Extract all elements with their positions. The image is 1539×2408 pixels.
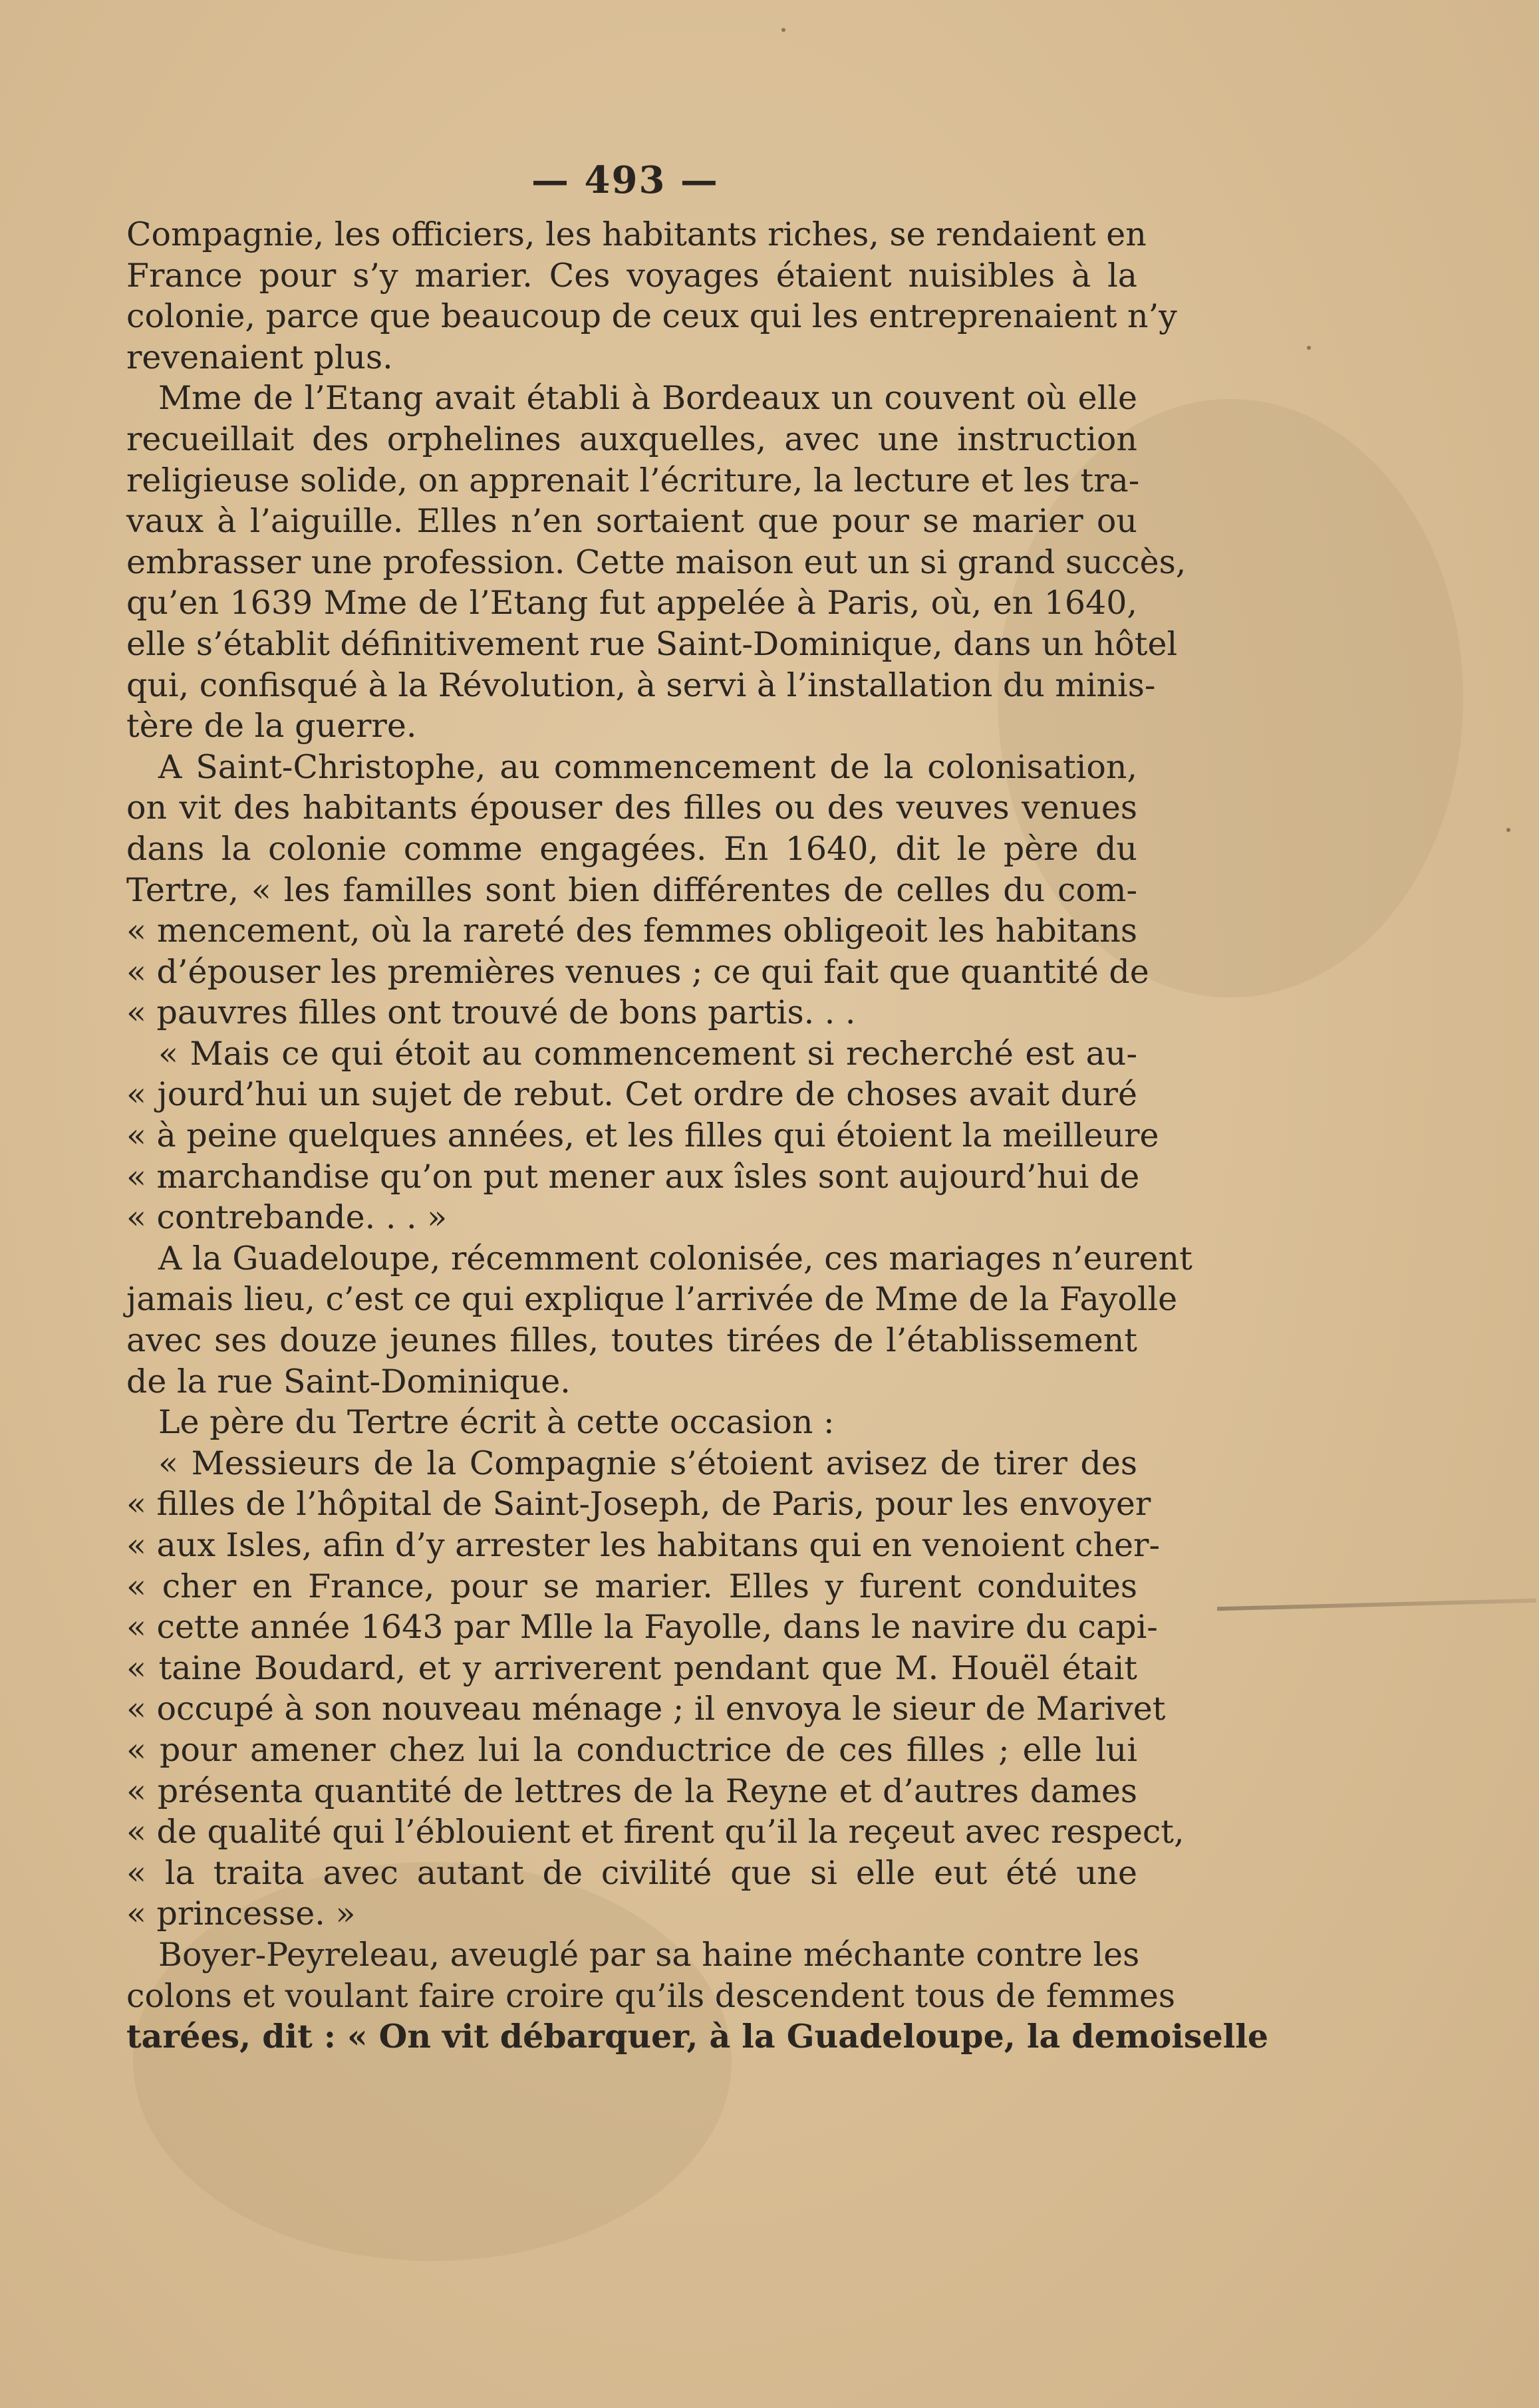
text-line: elle s’établit définitivement rue Saint-Dominique, dans un hôtel — [126, 624, 1178, 663]
text-line: jamais lieu, c’est ce qui explique l’arrivée de Mme de la Fayolle — [126, 1280, 1178, 1319]
text-line: Boyer-Peyreleau, aveuglé par sa haine méchante contre les — [158, 1935, 1140, 1974]
paper-speck — [1506, 828, 1510, 832]
text-line: colonie, parce que beaucoup de ceux qui les entreprenaient n’y — [126, 297, 1177, 336]
text-line: « présenta quantité de lettres de la Reyne et d’autres dames — [126, 1772, 1137, 1810]
text-line: « d’épouser les premières venues ; ce qui fait que quantité de — [126, 952, 1149, 991]
text-line: « Messieurs de la Compagnie s’étoient avisez de tirer des — [158, 1444, 1137, 1482]
text-line: embrasser une profession. Cette maison eut un si grand succès, — [126, 543, 1187, 581]
text-line: « pauvres filles ont trouvé de bons partis. . . — [126, 994, 856, 1032]
text-line: « la traita avec autant de civilité que si elle eut été une — [126, 1853, 1137, 1892]
text-line: Le père du Tertre écrit à cette occasion : — [158, 1403, 835, 1442]
text-line: avec ses douze jeunes filles, toutes tirées de l’établissement — [126, 1321, 1137, 1360]
text-line: revenaient plus. — [126, 338, 393, 376]
paper-speck — [1307, 346, 1311, 350]
text-line: « princesse. » — [126, 1895, 356, 1933]
text-line: « filles de l’hôpital de Saint-Joseph, de Paris, pour les envoyer — [126, 1485, 1151, 1524]
text-line: A la Guadeloupe, récemment colonisée, ces mariages n’eurent — [158, 1239, 1192, 1277]
text-line: on vit des habitants épouser des filles ou des veuves venues — [126, 789, 1137, 827]
text-line: Tertre, « les familles sont bien différentes de celles du com- — [126, 870, 1137, 909]
text-line: « pour amener chez lui la conductrice de ces filles ; elle lui — [126, 1730, 1137, 1769]
text-line: « jourd’hui un sujet de rebut. Cet ordre de choses avait duré — [126, 1075, 1137, 1114]
text-line: colons et voulant faire croire qu’ils descendent tous de femmes — [126, 1976, 1176, 2015]
text-line: « contrebande. . . » — [126, 1198, 448, 1237]
text-line: de la rue Saint-Dominique. — [126, 1362, 571, 1401]
text-line: « cher en France, pour se marier. Elles y furent conduites — [126, 1567, 1137, 1605]
text-line: « mencement, où la rareté des femmes obligeoit les habitans — [126, 912, 1137, 950]
text-line: « occupé à son nouveau ménage ; il envoya le sieur de Marivet — [126, 1690, 1166, 1728]
text-line: tarées, dit : « On vit débarquer, à la Guadeloupe, la demoiselle — [126, 2017, 1269, 2056]
text-line: « cette année 1643 par Mlle la Fayolle, dans le navire du capi- — [126, 1608, 1158, 1647]
text-line: « de qualité qui l’éblouient et firent qu’il la reçeut avec respect, — [126, 1813, 1185, 1851]
text-line: « à peine quelques années, et les filles qui étoient la meilleure — [126, 1117, 1159, 1155]
text-line: recueillait des orphelines auxquelles, avec une instruction — [126, 420, 1137, 458]
text-line: qui, confisqué à la Révolution, à servi à l’installation du minis- — [126, 666, 1156, 704]
paper-speck — [781, 28, 785, 32]
text-line: dans la colonie comme engagées. En 1640, dit le père du — [126, 829, 1137, 868]
text-line: qu’en 1639 Mme de l’Etang fut appelée à Paris, où, en 1640, — [126, 584, 1137, 622]
text-line: Compagnie, les officiers, les habitants riches, se rendaient en — [126, 215, 1147, 253]
text-line: religieuse solide, on apprenait l’écriture, la lecture et les tra- — [126, 461, 1140, 499]
text-line: « marchandise qu’on put mener aux îsles sont aujourd’hui de — [126, 1157, 1140, 1196]
page-number: — 493 — — [531, 158, 719, 202]
text-line: « Mais ce qui étoit au commencement si recherché est au- — [158, 1034, 1137, 1073]
text-line: A Saint-Christophe, au commencement de la colonisation, — [158, 747, 1137, 786]
text-line: tère de la guerre. — [126, 707, 417, 745]
text-line: « aux Isles, afin d’y arrester les habitans qui en venoient cher- — [126, 1526, 1161, 1564]
text-line: Mme de l’Etang avait établi à Bordeaux un couvent où elle — [158, 379, 1137, 418]
body-text — [126, 214, 1269, 2058]
text-line: vaux à l’aiguille. Elles n’en sortaient que pour se marier ou — [126, 502, 1137, 541]
text-line: France pour s’y marier. Ces voyages étaient nuisibles à la — [126, 256, 1137, 295]
text-line: « taine Boudard, et y arriverent pendant que M. Houël était — [126, 1649, 1137, 1687]
pencil-mark — [1217, 1599, 1536, 1611]
